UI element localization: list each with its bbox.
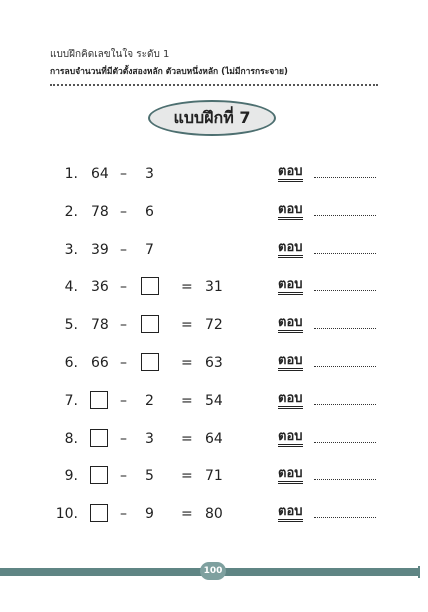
problem-number: 8. (64, 430, 78, 447)
equals-sign: = (181, 506, 193, 523)
minus-sign: – (120, 203, 127, 220)
answer-box[interactable] (90, 391, 108, 409)
answer-label: ตอบ (278, 202, 303, 220)
subtrahend: 5 (145, 468, 154, 485)
minus-sign: – (120, 241, 127, 258)
problem-row (0, 463, 428, 491)
problem-number: 2. (64, 203, 78, 220)
problem-row (0, 161, 428, 189)
difference: 31 (205, 279, 223, 296)
minuend: 78 (91, 203, 109, 220)
equals-sign: = (181, 279, 193, 296)
problem-row (0, 237, 428, 265)
answer-box[interactable] (90, 504, 108, 522)
minuend: 36 (91, 279, 109, 296)
problem-row (0, 501, 428, 529)
equals-sign: = (181, 317, 193, 334)
answer-line[interactable] (314, 517, 376, 518)
difference: 54 (205, 392, 223, 409)
answer-line[interactable] (314, 328, 376, 329)
problem-number: 4. (64, 279, 78, 296)
subtrahend: 3 (145, 166, 154, 182)
problem-number: 1. (64, 166, 78, 182)
answer-label: ตอบ (278, 277, 303, 295)
answer-line[interactable] (314, 404, 376, 405)
subtrahend: 3 (145, 430, 154, 447)
subtrahend: 9 (145, 506, 154, 523)
problem-number: 7. (64, 392, 78, 409)
answer-label: ตอบ (278, 429, 303, 447)
answer-label: ตอบ (278, 466, 303, 484)
answer-line[interactable] (314, 366, 376, 367)
minus-sign: – (120, 468, 127, 485)
minuend: 78 (91, 317, 109, 334)
answer-line[interactable] (314, 253, 376, 254)
difference: 63 (205, 355, 223, 371)
answer-line[interactable] (314, 290, 376, 291)
problem-number: 9. (64, 468, 78, 485)
minus-sign: – (120, 279, 127, 296)
minuend: 64 (91, 166, 109, 182)
answer-label: ตอบ (278, 240, 303, 258)
answer-box[interactable] (141, 277, 159, 295)
answer-line[interactable] (314, 479, 376, 480)
minuend: 66 (91, 355, 109, 371)
minus-sign: – (120, 317, 127, 334)
minuend: 39 (91, 241, 109, 258)
answer-label: ตอบ (278, 391, 303, 409)
subtrahend: 7 (145, 241, 154, 258)
problem-number: 6. (64, 355, 78, 371)
exercise-title: แบบฝึกที่ 7 (173, 107, 251, 127)
difference: 72 (205, 317, 223, 334)
minus-sign: – (120, 355, 127, 371)
minus-sign: – (120, 506, 127, 523)
equals-sign: = (181, 430, 193, 447)
answer-box[interactable] (141, 353, 159, 371)
answer-line[interactable] (314, 442, 376, 443)
problem-row (0, 350, 428, 378)
header-divider (50, 84, 378, 86)
answer-box[interactable] (90, 429, 108, 447)
minus-sign: – (120, 392, 127, 409)
page-number: 100 (203, 566, 223, 576)
worksheet-topic: การลบจำนวนที่มีตัวตั้งสองหลัก ตัวลบหนึ่งหลัก (ไม่มีการกระจาย) (50, 67, 288, 77)
equals-sign: = (181, 392, 193, 409)
problem-row (0, 312, 428, 340)
difference: 64 (205, 430, 223, 447)
answer-label: ตอบ (278, 315, 303, 333)
problem-number: 3. (64, 241, 78, 258)
answer-box[interactable] (90, 466, 108, 484)
answer-line[interactable] (314, 215, 376, 216)
problem-row (0, 426, 428, 454)
subtrahend: 6 (145, 203, 154, 220)
minus-sign: – (120, 166, 127, 182)
problem-row (0, 388, 428, 416)
difference: 71 (205, 468, 223, 485)
worksheet-level: แบบฝึกคิดเลขในใจ ระดับ 1 (50, 49, 170, 60)
problem-number: 10. (55, 506, 78, 523)
problem-number: 5. (64, 317, 78, 334)
problem-row (0, 199, 428, 227)
subtrahend: 2 (145, 392, 154, 409)
footer-bar-end (418, 566, 420, 578)
answer-label: ตอบ (278, 164, 303, 182)
minus-sign: – (120, 430, 127, 447)
equals-sign: = (181, 468, 193, 485)
problem-row (0, 274, 428, 302)
equals-sign: = (181, 355, 193, 371)
answer-label: ตอบ (278, 504, 303, 522)
difference: 80 (205, 506, 223, 523)
page-number-badge (200, 562, 226, 580)
answer-box[interactable] (141, 315, 159, 333)
answer-label: ตอบ (278, 353, 303, 371)
answer-line[interactable] (314, 177, 376, 178)
exercise-title-pill (148, 100, 276, 136)
